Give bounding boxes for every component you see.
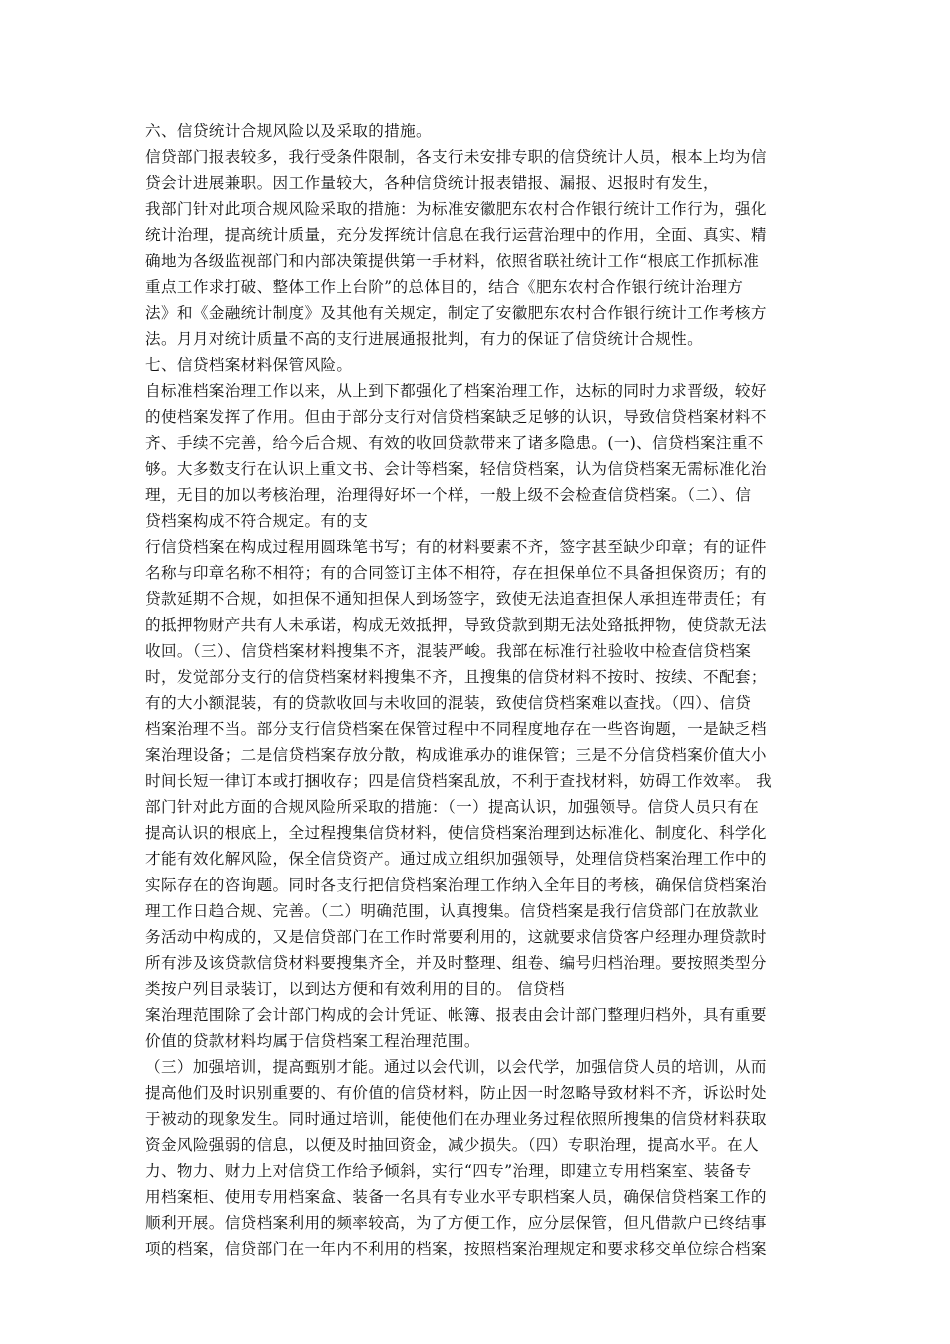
text-line: 案治理设备；二是信贷档案存放分散，构成谁承办的谁保管；三是不分信贷档案价值大小 bbox=[145, 746, 767, 764]
text-line: 案治理范围除了会计部门构成的会计凭证、帐簿、报表由会计部门整理归档外，具有重要 bbox=[145, 1006, 767, 1024]
text-line: 务活动中构成的，又是信贷部门在工作时常要利用的，这就要求信贷客户经理办理贷款时 bbox=[145, 928, 767, 946]
text-line: 提高他们及时识别重要的、有价值的信贷材料，防止因一时忽略导致材料不齐，诉讼时处 bbox=[145, 1084, 767, 1102]
text-line: 时间长短一律订本或打捆收存；四是信贷档案乱放，不利于查找材料，妨碍工作效率。 我 bbox=[145, 772, 773, 790]
text-line: 价值的贷款材料均属于信贷档案工程治理范围。 bbox=[145, 1032, 480, 1050]
text-line: （三）加强培训，提高甄别才能。通过以会代训，以会代学，加强信贷人员的培训，从而 bbox=[145, 1058, 767, 1076]
text-line: 实际存在的咨询题。同时各支行把信贷档案治理工作纳入全年目的考核，确保信贷档案治 bbox=[145, 876, 767, 894]
text-line: 收回。（三）、信贷档案材料搜集不齐，混装严峻。我部在标准行社验收中检查信贷档案 bbox=[145, 642, 752, 660]
text-line: 顺利开展。信贷档案利用的频率较高，为了方便工作，应分层保管，但凡借款户已终结事 bbox=[145, 1214, 767, 1232]
text-line: 资金风险强弱的信息，以便及时抽回资金，减少损失。（四）专职治理，提高水平。在人 bbox=[145, 1136, 760, 1154]
text-line: 七、信贷档案材料保管风险。 bbox=[145, 356, 353, 374]
text-line: 才能有效化解风险，保全信贷资产。通过成立组织加强领导，处理信贷档案治理工作中的 bbox=[145, 850, 767, 868]
text-line: 理工作日趋合规、完善。（二）明确范围，认真搜集。信贷档案是我行信贷部门在放款业 bbox=[145, 902, 760, 920]
text-line: 的抵押物财产共有人未承诺，构成无效抵押，导致贷款到期无法处臵抵押物，使贷款无法 bbox=[145, 616, 767, 634]
text-line: 统计治理，提高统计质量，充分发挥统计信息在我行运营治理中的作用，全面、真实、精 bbox=[145, 226, 767, 244]
text-line: 重点工作求打破、整体工作上台阶”的总体目的，结合《肥东农村合作银行统计治理方 bbox=[145, 278, 744, 296]
text-line: 于被动的现象发生。同时通过培训，能使他们在办理业务过程依照所搜集的信贷材料获取 bbox=[145, 1110, 767, 1128]
text-line: 类按户列目录装订，以到达方便和有效利用的目的。 信贷档 bbox=[145, 980, 565, 998]
text-line: 档案治理不当。部分支行信贷档案在保管过程中不同程度地存在一些咨询题，一是缺乏档 bbox=[145, 720, 767, 738]
text-line: 贷款延期不合规，如担保不通知担保人到场签字，致使无法追查担保人承担连带责任；有 bbox=[145, 590, 767, 608]
text-line: 自标准档案治理工作以来，从上到下都强化了档案治理工作，达标的同时力求晋级，较好 bbox=[145, 382, 767, 400]
text-line: 项的档案，信贷部门在一年内不利用的档案，按照档案治理规定和要求移交单位综合档案 bbox=[145, 1240, 767, 1258]
text-line: 部门针对此方面的合规风险所采取的措施：（一）提高认识，加强领导。信贷人员只有在 bbox=[145, 798, 760, 816]
text-line: 六、信贷统计合规风险以及采取的措施。 bbox=[145, 122, 432, 140]
text-line: 时，发觉部分支行的信贷档案材料搜集不齐，且搜集的信贷材料不按时、按续、不配套； bbox=[145, 668, 767, 686]
text-line: 提高认识的根底上，全过程搜集信贷材料，使信贷档案治理到达标准化、制度化、科学化 bbox=[145, 824, 767, 842]
text-line: 力、物力、财力上对信贷工作给予倾斜，实行“四专”治理，即建立专用档案室、装备专 bbox=[145, 1162, 752, 1180]
text-line: 名称与印章名称不相符；有的合同签订主体不相符，存在担保单位不具备担保资历；有的 bbox=[145, 564, 767, 582]
text-line: 理，无目的加以考核治理，治理得好坏一个样，一般上级不会检查信贷档案。（二）、信 bbox=[145, 486, 752, 504]
text-line: 有的大小额混装，有的贷款收回与未收回的混装，致使信贷档案难以查找。（四）、信贷 bbox=[145, 694, 752, 712]
text-line: 贷档案构成不符合规定。有的支 bbox=[145, 512, 369, 530]
text-line: 齐、手续不完善，给今后合规、有效的收回贷款带来了诸多隐患。(一)、信贷档案注重不 bbox=[145, 434, 764, 452]
text-line: 确地为各级监视部门和内部决策提供第一手材料，依照省联社统计工作“根底工作抓标准 bbox=[145, 252, 760, 270]
text-line: 用档案柜、使用专用档案盒、装备一名具有专业水平专职档案人员，确保信贷档案工作的 bbox=[145, 1188, 767, 1206]
text-line: 所有涉及该贷款信贷材料要搜集齐全，并及时整理、组卷、编号归档治理。要按照类型分 bbox=[145, 954, 767, 972]
text-line: 法。月月对统计质量不高的支行进展通报批判，有力的保证了信贷统计合规性。 bbox=[145, 330, 704, 348]
text-line: 法》和《金融统计制度》及其他有关规定，制定了安徽肥东农村合作银行统计工作考核方 bbox=[145, 304, 767, 322]
text-line: 贷会计进展兼职。因工作量较大，各种信贷统计报表错报、漏报、迟报时有发生， bbox=[145, 174, 719, 192]
text-line: 我部门针对此项合规风险采取的措施：为标准安徽肥东农村合作银行统计工作行为，强化 bbox=[145, 200, 767, 218]
text-line: 信贷部门报表较多，我行受条件限制，各支行未安排专职的信贷统计人员，根本上均为信 bbox=[145, 148, 767, 166]
text-line: 够。大多数支行在认识上重文书、会计等档案，轻信贷档案，认为信贷档案无需标准化治 bbox=[145, 460, 767, 478]
text-line: 行信贷档案在构成过程用圆珠笔书写；有的材料要素不齐，签字甚至缺少印章；有的证件 bbox=[145, 538, 767, 556]
document-body bbox=[145, 118, 810, 1262]
text-line: 的使档案发挥了作用。但由于部分支行对信贷档案缺乏足够的认识，导致信贷档案材料不 bbox=[145, 408, 767, 426]
